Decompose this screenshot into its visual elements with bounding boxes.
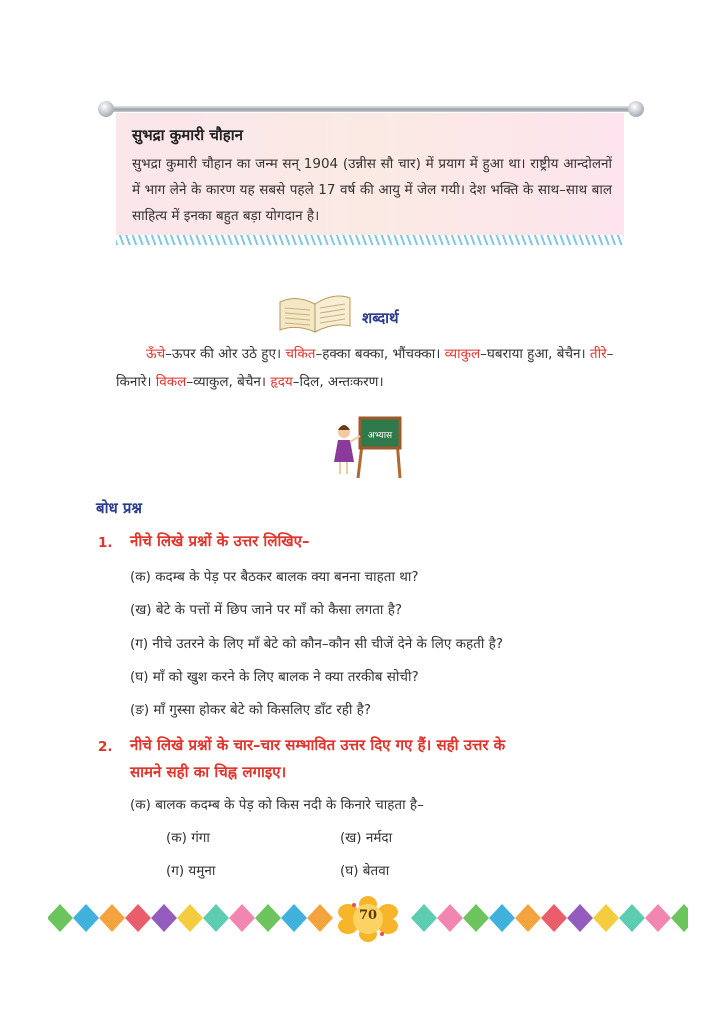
footer-diamond — [125, 904, 151, 932]
footer-diamond — [177, 904, 203, 932]
gloss-word: विकल — [155, 374, 187, 390]
author-box — [116, 113, 624, 235]
gloss-meaning: –व्याकुल, बेचैन। — [186, 374, 267, 390]
footer-diamond — [619, 904, 645, 932]
footer-diamond — [515, 904, 541, 932]
gloss-word: व्याकुल — [444, 346, 481, 362]
rod-knob-right — [628, 101, 644, 117]
footer-diamond — [99, 904, 125, 932]
rod-knob-left — [98, 101, 114, 117]
footer-diamond — [489, 904, 515, 932]
sub-question: (घ) माँ को खुश करने के लिए बालक ने क्या तरकीब सोची? — [130, 669, 419, 685]
footer-diamond — [255, 904, 281, 932]
footer-diamond — [463, 904, 489, 932]
page-number: 70 — [358, 908, 378, 923]
exercise-board-label: अभ्यास — [367, 431, 393, 441]
footer-diamond — [437, 904, 463, 932]
question-heading-line-2: सामने सही का चिह्न लगाइए। — [130, 763, 287, 781]
sub-question: (ग) नीचे उतरने के लिए माँ बेटे को कौन–कौन सी चीजें देने के लिए कहती है? — [130, 636, 503, 652]
gloss-word: चकित — [285, 346, 316, 362]
footer-diamond — [281, 904, 307, 932]
gloss-meaning: –घबराया हुआ, बेचैन। — [480, 346, 586, 362]
rod-bar — [108, 106, 634, 112]
footer-diamond — [593, 904, 619, 932]
exercise-board-illustration — [330, 414, 402, 480]
footer-diamond — [48, 904, 73, 932]
gloss-meaning: –हक्का बक्का, भौंचक्का। — [315, 346, 441, 362]
question-number: 1. — [98, 535, 113, 551]
answer-option[interactable]: (घ) बेतवा — [340, 863, 390, 879]
footer-diamond — [567, 904, 593, 932]
answer-option[interactable]: (ख) नर्मदा — [340, 830, 393, 846]
footer-diamond — [229, 904, 255, 932]
answer-option[interactable]: (ग) यमुना — [166, 863, 216, 879]
footer-diamond — [151, 904, 177, 932]
open-book-icon — [276, 292, 354, 336]
gloss-word: तीरे — [589, 346, 607, 362]
footer-diamond — [541, 904, 567, 932]
gloss-word: ऊँचे — [146, 346, 166, 362]
gloss-meaning: –किनारे। — [116, 346, 614, 390]
sub-question: (क) बालक कदम्ब के पेड़ को किस नदी के किनारे चाहता है– — [130, 797, 424, 813]
author-bio: सुभद्रा कुमारी चौहान का जन्म सन् 1904 (उन्नीस सौ चार) में प्रयाग में हुआ था। राष्ट्रीय आन्दोलनों में भाग लेने के कारण यह सबसे पहले 17 वर्ष की आयु में जेल गयी। देश भक्ति के साथ–साथ बाल साहित्य में इनका बहुत बड़ा योगदान है। — [132, 156, 612, 224]
question-heading: नीचे लिखे प्रश्नों के उत्तर लिखिए– — [130, 532, 310, 550]
sub-question: (ङ) माँ गुस्सा होकर बेटे को किसलिए डाँट रही है? — [130, 702, 372, 718]
gloss-meaning: –दिल, अन्तःकरण। — [292, 374, 384, 390]
glossary-text — [116, 340, 640, 396]
sub-question: (क) कदम्ब के पेड़ पर बैठकर बालक क्या बनना चाहता था? — [130, 569, 419, 585]
section-title: बोध प्रश्न — [96, 499, 143, 517]
glossary-title: शब्दार्थ — [362, 309, 399, 327]
footer-diamond — [73, 904, 99, 932]
question-number: 2. — [98, 739, 113, 755]
footer-diamond — [645, 904, 671, 932]
answer-option[interactable]: (क) गंगा — [166, 830, 210, 846]
footer-diamond — [307, 904, 333, 932]
footer-diamond — [671, 904, 688, 932]
footer-diamond — [203, 904, 229, 932]
sub-question: (ख) बेटे के पत्तों में छिप जाने पर माँ को कैसा लगता है? — [130, 602, 403, 618]
gloss-word: हृदय — [270, 374, 293, 390]
footer-diamond — [411, 904, 437, 932]
question-heading-line-1: नीचे लिखे प्रश्नों के चार–चार सम्भावित उत्तर दिए गए हैं। सही उत्तर के — [130, 736, 506, 754]
author-title: सुभद्रा कुमारी चौहान — [132, 126, 243, 144]
banner-fringe — [116, 235, 624, 245]
gloss-meaning: –ऊपर की ओर उठे हुए। — [165, 346, 282, 362]
